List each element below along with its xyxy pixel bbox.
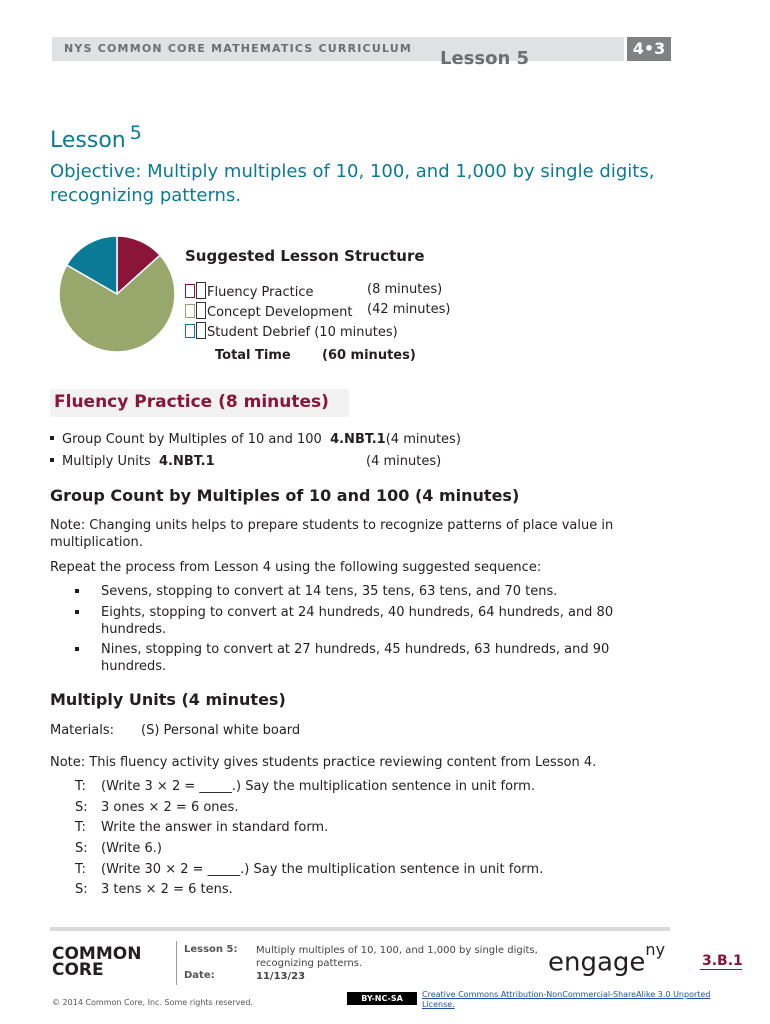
dialogue-line: T: (Write 30 × 2 = _____.) Say the multiplication sentence in unit form.: [75, 862, 544, 877]
bullet-icon: [50, 436, 54, 440]
structure-item-concept: Concept Development (42 minutes): [185, 302, 352, 320]
sequence-item: Nines, stopping to convert at 27 hundreds, 45 hundreds, 63 hundreds, and 90 hundreds.: [75, 641, 675, 675]
dialogue-line: S: 3 tens × 2 = 6 tens.: [75, 882, 233, 897]
bullet-icon: [50, 458, 54, 462]
checkbox-icon: [196, 282, 206, 299]
creative-commons-badge: BY-NC-SA: [347, 992, 417, 1005]
fluency-item: Group Count by Multiples of 10 and 100 4.NBT.1(4 minutes): [50, 432, 461, 447]
structure-item-debrief: Student Debrief (10 minutes): [185, 322, 398, 340]
fluency-item: Multiply Units 4.NBT.1 (4 minutes): [50, 454, 215, 469]
license-link[interactable]: Creative Commons Attribution-NonCommercial-ShareAlike 3.0 Unported License.: [422, 990, 711, 1009]
materials: Materials: (S) Personal white board: [50, 723, 301, 738]
total-time: Total Time (60 minutes): [215, 348, 416, 363]
fluency-heading: Fluency Practice (8 minutes): [54, 392, 329, 412]
footer-vertical-divider: [176, 941, 177, 985]
group-count-note: Note: Changing units helps to prepare students to recognize patterns of place value in multiplication.: [50, 518, 614, 550]
curriculum-label: NYS COMMON CORE MATHEMATICS CURRICULUM: [64, 42, 413, 55]
footer-divider: [50, 927, 670, 931]
bullet-icon: [75, 647, 79, 651]
structure-item-fluency: Fluency Practice (8 minutes): [185, 282, 313, 300]
multiply-units-note: Note: This fluency activity gives students practice reviewing content from Lesson 4.: [50, 755, 597, 770]
engage-ny-logo: engage$^{ny}$: [548, 940, 666, 978]
copyright: © 2014 Common Core, Inc. Some rights reserved.: [52, 998, 253, 1007]
lesson-word: Lesson: [50, 128, 126, 153]
footer-date: 11/13/23: [256, 971, 306, 982]
footer-lesson-text: Multiply multiples of 10, 100, and 1,000 by single digits, recognizing patterns.: [256, 945, 538, 969]
header-lesson: Lesson 5: [440, 48, 530, 69]
module-badge: 4•3: [627, 37, 671, 61]
group-count-repeat: Repeat the process from Lesson 4 using the following suggested sequence:: [50, 560, 542, 575]
footer-lesson-label: Lesson 5:: [184, 944, 238, 955]
dialogue-line: T: (Write 3 × 2 = _____.) Say the multiplication sentence in unit form.: [75, 779, 535, 794]
checkbox-icon: [196, 302, 206, 319]
dialogue-line: S: 3 ones × 2 = 6 ones.: [75, 800, 239, 815]
checkbox-icon: [185, 304, 195, 318]
footer-date-label: Date:: [184, 970, 215, 981]
checkbox-icon: [185, 324, 195, 338]
dialogue-line: S: (Write 6.): [75, 841, 163, 856]
lesson-structure-pie: [58, 232, 176, 356]
checkbox-icon: [196, 322, 206, 339]
lesson-title: [50, 122, 142, 153]
objective: Objective: Multiply multiples of 10, 100, and 1,000 by single digits, recognizing patterns.: [50, 161, 655, 206]
multiply-units-heading: Multiply Units (4 minutes): [50, 690, 286, 709]
module-code-underline: [700, 969, 742, 970]
module-code: 3.B.1: [702, 953, 743, 969]
lesson-number: 5: [129, 122, 142, 144]
checkbox-icon: [185, 284, 195, 298]
sequence-item: Eights, stopping to convert at 24 hundreds, 40 hundreds, 64 hundreds, and 80 hundreds.: [75, 604, 675, 638]
bullet-icon: [75, 610, 79, 614]
bullet-icon: [75, 589, 79, 593]
group-count-heading: Group Count by Multiples of 10 and 100 (4 minutes): [50, 486, 520, 505]
structure-title: Suggested Lesson Structure: [185, 247, 425, 265]
dialogue-line: T: Write the answer in standard form.: [75, 820, 329, 835]
sequence-item: Sevens, stopping to convert at 14 tens, 35 tens, 63 tens, and 70 tens.: [75, 583, 675, 600]
common-core-logo: COMMON CORE: [52, 944, 142, 980]
